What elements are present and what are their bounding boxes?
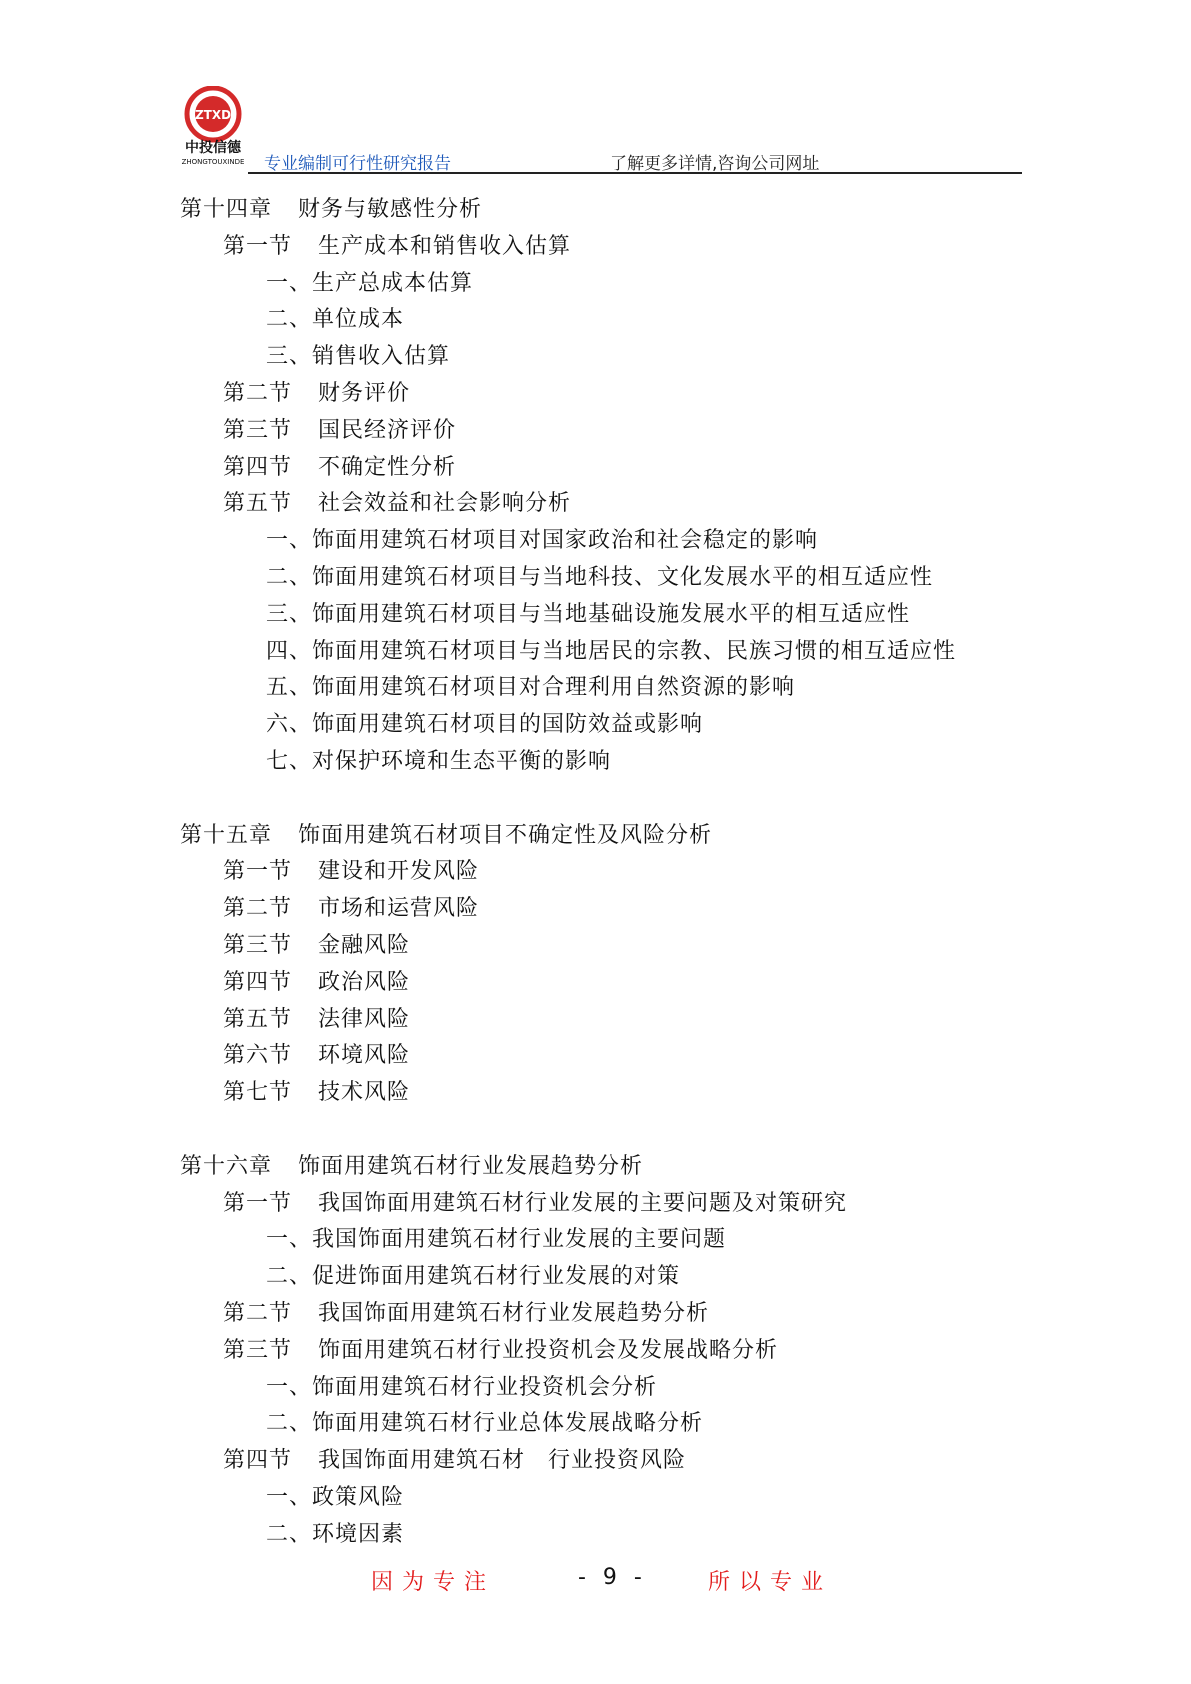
toc-entry-number: 第七节 — [223, 1080, 293, 1106]
toc-entry-title: 建设和开发风险 — [318, 859, 480, 885]
toc-entry-number: 五、 — [266, 675, 313, 701]
toc-entry-number: 二、 — [266, 1411, 313, 1437]
toc-entry-title: 促进饰面用建筑石材行业发展的对策 — [312, 1264, 681, 1290]
toc-entry-title: 饰面用建筑石材行业发展趋势分析 — [298, 1153, 644, 1179]
toc-entry-number: 一、 — [266, 1485, 313, 1510]
toc-entry-title: 饰面用建筑石材行业投资机会及发展战略分析 — [318, 1337, 779, 1363]
toc-entry-title: 对保护环境和生态平衡的影响 — [312, 749, 612, 774]
toc-chapter — [180, 821, 712, 851]
toc-section — [223, 489, 571, 519]
toc-subsection — [266, 1373, 657, 1403]
toc-entry-number: 六、 — [266, 712, 313, 738]
toc-entry-number: 第二节 — [223, 381, 293, 406]
toc-entry-title: 饰面用建筑石材项目不确定性及风险分析 — [298, 822, 713, 848]
page-footer — [0, 1565, 1191, 1595]
footer-slogan-right: 所以专业 — [708, 1570, 833, 1595]
toc-section — [223, 379, 410, 409]
toc-entry-title: 政治风险 — [318, 969, 411, 995]
toc-entry-number: 四、 — [266, 638, 313, 664]
toc-subsection — [266, 747, 611, 777]
toc-entry-title: 我国饰面用建筑石材 行业投资风险 — [318, 1448, 687, 1474]
toc-entry-title: 国民经济评价 — [318, 417, 457, 443]
toc-entry-number: 一、 — [266, 1227, 313, 1253]
toc-entry-title: 技术风险 — [318, 1080, 411, 1106]
toc-entry-title: 饰面用建筑石材项目的国防效益或影响 — [312, 712, 704, 738]
toc-subsection — [266, 673, 795, 703]
toc-entry-title: 环境因素 — [312, 1521, 405, 1547]
toc-entry-number: 第四节 — [223, 454, 293, 480]
toc-section — [223, 1189, 847, 1219]
toc-entry-title: 我国饰面用建筑石材行业发展的主要问题及对策研究 — [318, 1190, 848, 1216]
toc-subsection — [266, 1225, 726, 1255]
toc-subsection — [266, 1483, 404, 1513]
toc-entry-number: 第二节 — [223, 896, 293, 922]
toc-entry-number: 一、 — [266, 1374, 313, 1400]
toc-section — [223, 232, 571, 262]
header-website-note: 了解更多详情,咨询公司网址 — [610, 154, 820, 174]
toc-subsection — [266, 710, 703, 740]
toc-entry-title: 政策风险 — [312, 1485, 405, 1510]
toc-entry-number: 第一节 — [223, 233, 293, 259]
page-header — [178, 86, 1022, 174]
toc-entry-number: 第十六章 — [180, 1153, 273, 1179]
toc-entry-title: 饰面用建筑石材项目对国家政治和社会稳定的影响 — [312, 528, 819, 554]
toc-section — [223, 453, 456, 483]
toc-entry-title: 饰面用建筑石材行业投资机会分析 — [312, 1374, 658, 1400]
toc-subsection — [266, 269, 473, 299]
toc-entry-number: 第五节 — [223, 1006, 293, 1032]
toc-entry-number: 第三节 — [223, 1337, 293, 1363]
page-number: - 9 - — [578, 1565, 647, 1590]
toc-subsection — [266, 342, 450, 372]
toc-section — [223, 1299, 709, 1329]
logo-letters: ZTXD — [194, 108, 232, 122]
toc-subsection — [266, 305, 404, 335]
toc-entry-number: 一、 — [266, 528, 313, 554]
toc-subsection — [266, 1262, 680, 1292]
toc-entry-title: 饰面用建筑石材行业总体发展战略分析 — [312, 1411, 704, 1437]
toc-entry-title: 财务与敏感性分析 — [298, 197, 483, 222]
toc-subsection — [266, 563, 933, 593]
toc-entry-number: 第六节 — [223, 1043, 293, 1069]
toc-entry-number: 第四节 — [223, 1448, 293, 1474]
toc-section — [223, 1446, 686, 1476]
toc-entry-number: 第五节 — [223, 491, 293, 517]
toc-section — [223, 1078, 410, 1108]
toc-subsection — [266, 600, 910, 630]
toc-entry-title: 环境风险 — [318, 1043, 411, 1069]
toc-entry-number: 第十五章 — [180, 822, 273, 848]
toc-chapter — [180, 195, 482, 225]
toc-entry-title: 财务评价 — [318, 381, 411, 406]
toc-entry-title: 我国饰面用建筑石材行业发展的主要问题 — [312, 1227, 727, 1253]
logo-emblem-icon — [178, 86, 248, 172]
toc-section — [223, 857, 479, 887]
toc-entry-number: 第三节 — [223, 417, 293, 443]
toc-entry-title: 法律风险 — [318, 1006, 411, 1032]
toc-section — [223, 1041, 410, 1071]
toc-entry-title: 饰面用建筑石材项目与当地基础设施发展水平的相互适应性 — [312, 601, 911, 627]
logo-chinese-name: 中投信德 — [185, 140, 241, 156]
toc-entry-title: 我国饰面用建筑石材行业发展趋势分析 — [318, 1301, 710, 1326]
toc-entry-title: 饰面用建筑石材项目对合理利用自然资源的影响 — [312, 675, 796, 701]
toc-section — [223, 931, 410, 961]
toc-subsection — [266, 1409, 703, 1439]
toc-entry-title: 生产总成本估算 — [312, 270, 474, 296]
toc-subsection — [266, 637, 956, 667]
header-slogan: 专业编制可行性研究报告 — [264, 154, 451, 174]
toc-subsection — [266, 526, 818, 556]
header-divider — [248, 172, 1022, 174]
toc-entry-number: 二、 — [266, 1521, 313, 1547]
toc-entry-title: 饰面用建筑石材项目与当地科技、文化发展水平的相互适应性 — [312, 565, 934, 590]
toc-entry-title: 生产成本和销售收入估算 — [318, 233, 572, 259]
toc-section — [223, 968, 410, 998]
toc-entry-title: 社会效益和社会影响分析 — [318, 491, 572, 517]
toc-entry-number: 三、 — [266, 601, 313, 627]
toc-entry-title: 单位成本 — [312, 307, 405, 333]
toc-entry-number: 二、 — [266, 307, 313, 333]
toc-entry-number: 第一节 — [223, 1190, 293, 1216]
footer-slogan-left: 因为专注 — [371, 1570, 496, 1595]
toc-chapter — [180, 1152, 643, 1182]
toc-entry-number: 第一节 — [223, 859, 293, 885]
toc-entry-title: 不确定性分析 — [318, 454, 457, 480]
logo-english-name: ZHONGTOUXINDE — [181, 158, 245, 166]
toc-entry-title: 饰面用建筑石材项目与当地居民的宗教、民族习惯的相互适应性 — [312, 638, 957, 664]
toc-entry-number: 第十四章 — [180, 197, 273, 222]
toc-entry-title: 金融风险 — [318, 933, 411, 958]
toc-section — [223, 894, 479, 924]
toc-entry-number: 三、 — [266, 344, 313, 370]
company-logo — [178, 86, 248, 172]
toc-entry-title: 市场和运营风险 — [318, 896, 480, 922]
toc-entry-number: 第二节 — [223, 1301, 293, 1326]
toc-entry-number: 第四节 — [223, 969, 293, 995]
toc-section — [223, 416, 456, 446]
toc-entry-title: 销售收入估算 — [312, 344, 451, 370]
toc-entry-number: 一、 — [266, 270, 313, 296]
toc-entry-number: 七、 — [266, 749, 313, 774]
toc-section — [223, 1005, 410, 1035]
toc-entry-number: 第三节 — [223, 933, 293, 958]
toc-section — [223, 1336, 778, 1366]
toc-entry-number: 二、 — [266, 565, 313, 590]
toc-entry-number: 二、 — [266, 1264, 313, 1290]
toc-subsection — [266, 1520, 404, 1550]
